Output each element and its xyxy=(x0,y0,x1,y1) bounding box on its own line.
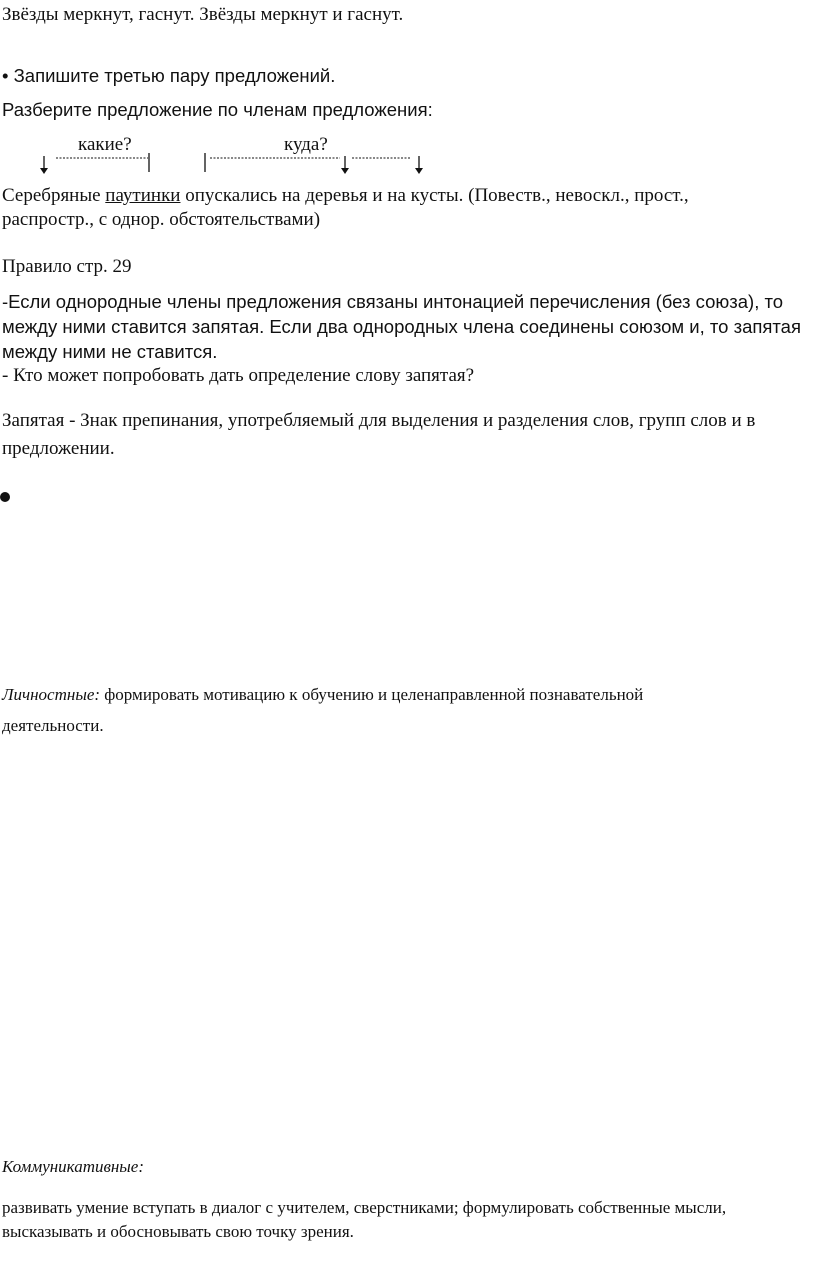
task-write-sentences: • Запишите третью пару предложений. xyxy=(2,65,336,86)
comma-definition: Запятая - Знак препинания, употребляемый для выделения и разделения слов, групп слов и в предложении. xyxy=(2,410,756,459)
sentence-subject: паутинки xyxy=(105,185,181,206)
communicative-text: развивать умение вступать в диалог с учителем, сверстниками; формулировать собственные мысли, высказывать и обосновывать свою точку зрения. xyxy=(2,1198,727,1241)
empty-bullet xyxy=(0,492,10,502)
personal-goals xyxy=(2,683,643,707)
line-stars: Звёзды меркнут, гаснут. Звёзды меркнут и гаснут. xyxy=(2,4,404,25)
personal-goals-line2: деятельности. xyxy=(2,716,104,735)
personal-label: Личностные: xyxy=(2,685,101,704)
task-parse-sentence: Разберите предложение по членам предложения: xyxy=(2,99,433,120)
communicative-label: Коммуникативные: xyxy=(2,1157,145,1176)
question-which: какие? xyxy=(78,134,132,155)
sentence-word-serebryanye: Серебряные xyxy=(2,185,101,206)
parsed-sentence-line1 xyxy=(2,184,689,208)
parsing-arrows-diagram xyxy=(0,150,440,180)
question-comma-definition: - Кто может попробовать дать определение слову запятая? xyxy=(2,365,475,386)
rule-text: -Если однородные члены предложения связаны интонацией перечисления (без союза), то между ними ставится запятая. Если два однородных члена соединены союзом и, то запятая между ними не ставится. xyxy=(2,291,801,362)
parsed-sentence-line2: распростр., с однор. обстоятельствами) xyxy=(2,209,321,230)
sentence-predicate-rest: опускались на деревья и на кусты. (Повеств., невоскл., прост., xyxy=(185,185,689,206)
question-where: куда? xyxy=(284,134,328,155)
rule-reference: Правило стр. 29 xyxy=(2,256,132,277)
personal-text: формировать мотивацию к обучению и целенаправленной познавательной xyxy=(100,685,644,704)
